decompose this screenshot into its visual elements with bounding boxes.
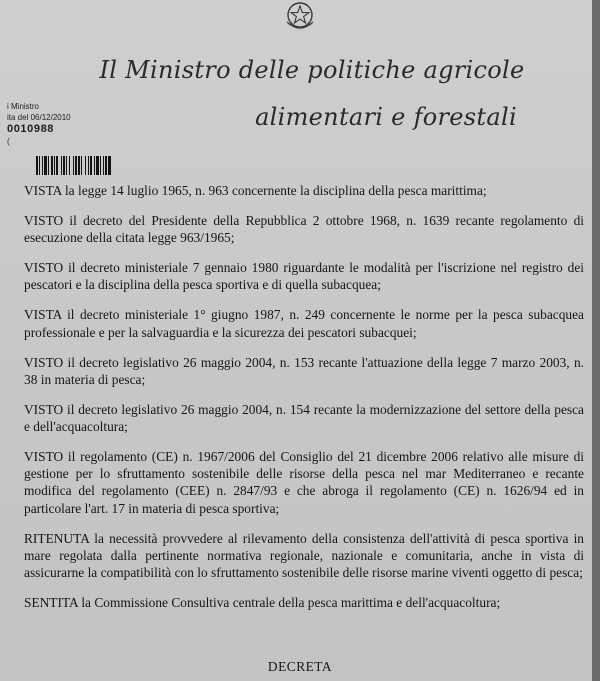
- paragraph-vista-legge-1965: VISTA la legge 14 luglio 1965, n. 963 concernente la disciplina della pesca marittima;: [24, 183, 487, 198]
- paragraph-visto-dlgs-153: VISTO il decreto legislativo 26 maggio 2004, n. 153 recante l'attuazione della legge 7 marzo 2003, n. 38 in materia di pesca;: [24, 354, 584, 387]
- protocol-stamp: [7, 101, 71, 148]
- document-body: [24, 182, 584, 624]
- protocol-number: 0010988: [7, 123, 55, 135]
- protocol-mark: (: [7, 137, 10, 146]
- paragraph-visto-regolamento-ce: VISTO il regolamento (CE) n. 1967/2006 del Consiglio del 21 dicembre 2006 relativo alle misure di gestione per lo sfruttamento sostenibile delle risorse della pesca nel mar Mediterraneo e recante modifica del regolamento (CEE) n. 2847/93 e che abroga il regolamento (CE) n. 1626/94 ed in particolare l'art. 17 in materia di pesca sportiva;: [24, 449, 584, 516]
- paragraph-sentita: SENTITA la Commissione Consultiva centrale della pesca marittima e dell'acquacoltura;: [24, 595, 501, 611]
- decreta-heading: DECRETA: [267, 659, 333, 674]
- paragraph-visto-dlgs-154: VISTO il decreto legislativo 26 maggio 2004, n. 154 recante la modernizzazione del settore della pesca e dell'acquacoltura;: [24, 401, 584, 435]
- ministry-title-line2: alimentari e forestali: [255, 103, 517, 131]
- republic-emblem-icon: [280, 0, 320, 34]
- protocol-office: i Ministro: [7, 102, 40, 111]
- scan-edge: [592, 0, 600, 681]
- ministry-title-line1: Il Ministro delle politiche agricole: [99, 56, 525, 84]
- paragraph-visto-dpr-1968: VISTO il decreto del Presidente della Repubblica 2 ottobre 1968, n. 1639 recante regolamento di esecuzione della citata legge 963/1965;: [24, 213, 584, 246]
- barcode-icon: [36, 156, 154, 175]
- paragraph-ritenuta: RITENUTA la necessità provvedere al rilevamento della consistenza dell'attività di pesca sportiva in mare regolata dalla pertinente normativa regionale, nazionale e comunitaria, anche in vista di assicurarne la compatibilità con lo sfruttamento sostenibile delle risorse marine viventi oggetto di pesca;: [24, 530, 584, 581]
- protocol-date: ita del 06/12/2010: [7, 113, 71, 122]
- paragraph-visto-dm-1980: VISTO il decreto ministeriale 7 gennaio 1980 riguardante le modalità per l'iscrizione nel registro dei pescatori e la disciplina della pesca sportiva e di quella subacquea;: [24, 260, 584, 293]
- paragraph-vista-dm-1987: VISTA il decreto ministeriale 1° giugno 1987, n. 249 concernente le norme per la pesca subacquea professionale e per la salvaguardia e la sicurezza dei pescatori subacquei;: [24, 307, 584, 340]
